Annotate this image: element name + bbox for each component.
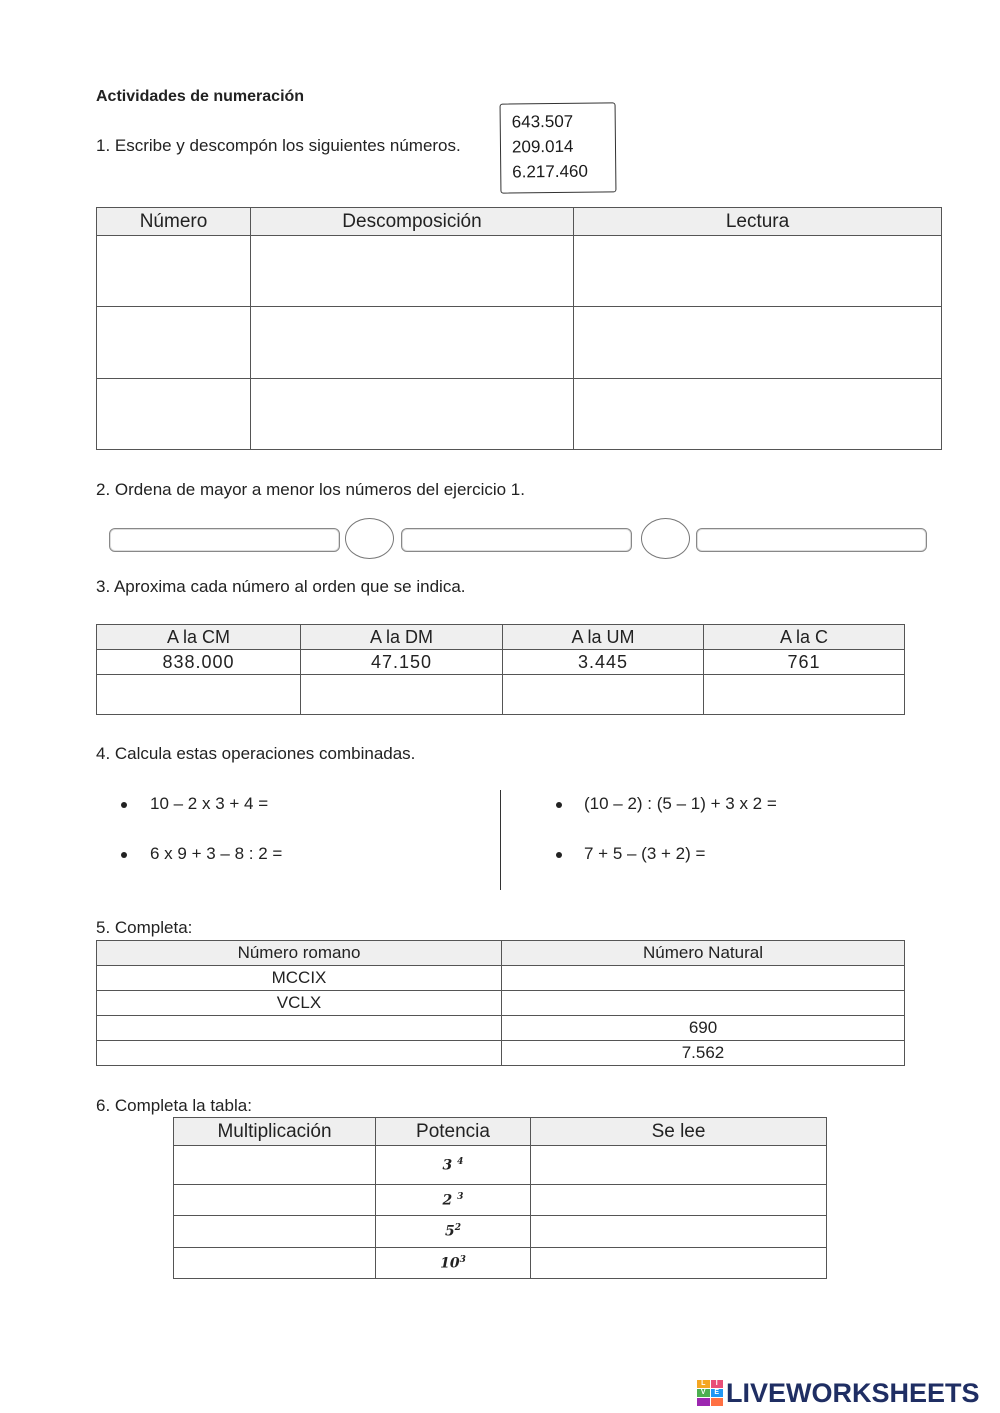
answer-cell[interactable] [97,307,251,379]
answer-cell[interactable] [97,1016,502,1041]
brand-name: LIVEWORKSHEETS [726,1377,980,1408]
natural-cell: 7.562 [502,1041,905,1066]
table-row [174,1216,827,1248]
table-row [97,675,905,715]
answer-cell[interactable] [503,675,704,715]
table-row [97,991,905,1016]
roman-cell: VCLX [97,991,502,1016]
table-row [97,379,942,450]
value-cell: 47.150 [301,650,503,675]
header-potencia: Potencia [376,1118,531,1146]
bullet-icon [121,852,127,858]
table-row [97,1041,905,1066]
answer-cell[interactable] [574,307,942,379]
power-cell: $5^2$ [376,1216,531,1248]
logo-mark-icon [697,1380,723,1406]
ex3-prompt: 3. Aproxima cada número al orden que se indica. [96,577,466,596]
value-cell: 838.000 [97,650,301,675]
number-1: 643.507 [511,111,574,132]
answer-cell[interactable] [502,991,905,1016]
value-cell: 761 [704,650,905,675]
answer-cell[interactable] [574,379,942,450]
header-multiplicacion: Multiplicación [174,1118,376,1146]
comparison-circle-2[interactable] [641,518,690,559]
operation-2: 6 x 9 + 3 – 8 : 2 = [150,844,283,863]
column-divider [500,790,501,890]
order-box-3[interactable] [696,528,927,552]
answer-cell[interactable] [251,379,574,450]
header-dm: A la DM [301,625,503,650]
table-row [97,1016,905,1041]
operation-3: (10 – 2) : (5 – 1) + 3 x 2 = [584,794,777,813]
logo-tile [711,1398,724,1406]
table-row [97,236,942,307]
header-romano: Número romano [97,941,502,966]
answer-cell[interactable] [531,1146,827,1185]
header-um: A la UM [503,625,704,650]
header-c: A la C [704,625,905,650]
answer-cell[interactable] [174,1146,376,1185]
answer-cell[interactable] [502,966,905,991]
table-row [97,307,942,379]
roman-cell: MCCIX [97,966,502,991]
ex5-prompt: 5. Completa: [96,918,193,937]
logo-tile [697,1398,710,1406]
ex4-prompt: 4. Calcula estas operaciones combinadas. [96,744,416,763]
bullet-icon [121,802,127,808]
answer-cell[interactable] [174,1185,376,1216]
answer-cell[interactable] [301,675,503,715]
operation-4: 7 + 5 – (3 + 2) = [584,844,706,863]
answer-cell[interactable] [574,236,942,307]
power-cell: 3 $^4$ [376,1146,531,1185]
roman-table [96,940,905,1066]
answer-cell[interactable] [174,1216,376,1248]
answer-cell[interactable] [531,1216,827,1248]
table-row [174,1146,827,1185]
answer-cell[interactable] [251,236,574,307]
numbers-box [500,102,617,193]
operation-1: 10 – 2 x 3 + 4 = [150,794,269,813]
answer-cell[interactable] [97,379,251,450]
answer-cell[interactable] [251,307,574,379]
logo-tile: E [711,1389,724,1397]
page-title: Actividades de numeración [96,88,305,105]
answer-cell[interactable] [531,1248,827,1279]
liveworksheets-logo[interactable] [697,1378,980,1408]
bullet-icon [556,852,562,858]
table-row [174,1248,827,1279]
ex2-prompt: 2. Ordena de mayor a menor los números del ejercicio 1. [96,480,525,499]
approximation-table [96,624,905,715]
number-2: 209.014 [511,136,574,157]
header-lectura: Lectura [574,208,942,236]
value-cell: 3.445 [503,650,704,675]
answer-cell[interactable] [174,1248,376,1279]
logo-tile: V [697,1389,710,1397]
ex6-prompt: 6. Completa la tabla: [96,1096,252,1115]
header-natural: Número Natural [502,941,905,966]
table-row [174,1185,827,1216]
answer-cell[interactable] [531,1185,827,1216]
natural-cell: 690 [502,1016,905,1041]
power-cell: 2 $^3$ [376,1185,531,1216]
ex1-prompt: 1. Escribe y descompón los siguientes números. [96,136,461,155]
logo-tile: I [711,1380,724,1388]
power-table [173,1117,827,1279]
bullet-icon [556,802,562,808]
comparison-circle-1[interactable] [345,518,394,559]
answer-cell[interactable] [97,236,251,307]
decomposition-table [96,207,942,450]
header-se-lee: Se lee [531,1118,827,1146]
header-cm: A la CM [97,625,301,650]
answer-cell[interactable] [97,675,301,715]
header-descomposicion: Descomposición [251,208,574,236]
answer-cell[interactable] [704,675,905,715]
number-3: 6.217.460 [512,161,588,182]
answer-cell[interactable] [97,1041,502,1066]
table-row [97,966,905,991]
header-numero: Número [97,208,251,236]
order-box-1[interactable] [109,528,340,552]
table-row [97,650,905,675]
logo-tile: L [697,1380,710,1388]
power-cell: $10^3$ [376,1248,531,1279]
order-box-2[interactable] [401,528,632,552]
